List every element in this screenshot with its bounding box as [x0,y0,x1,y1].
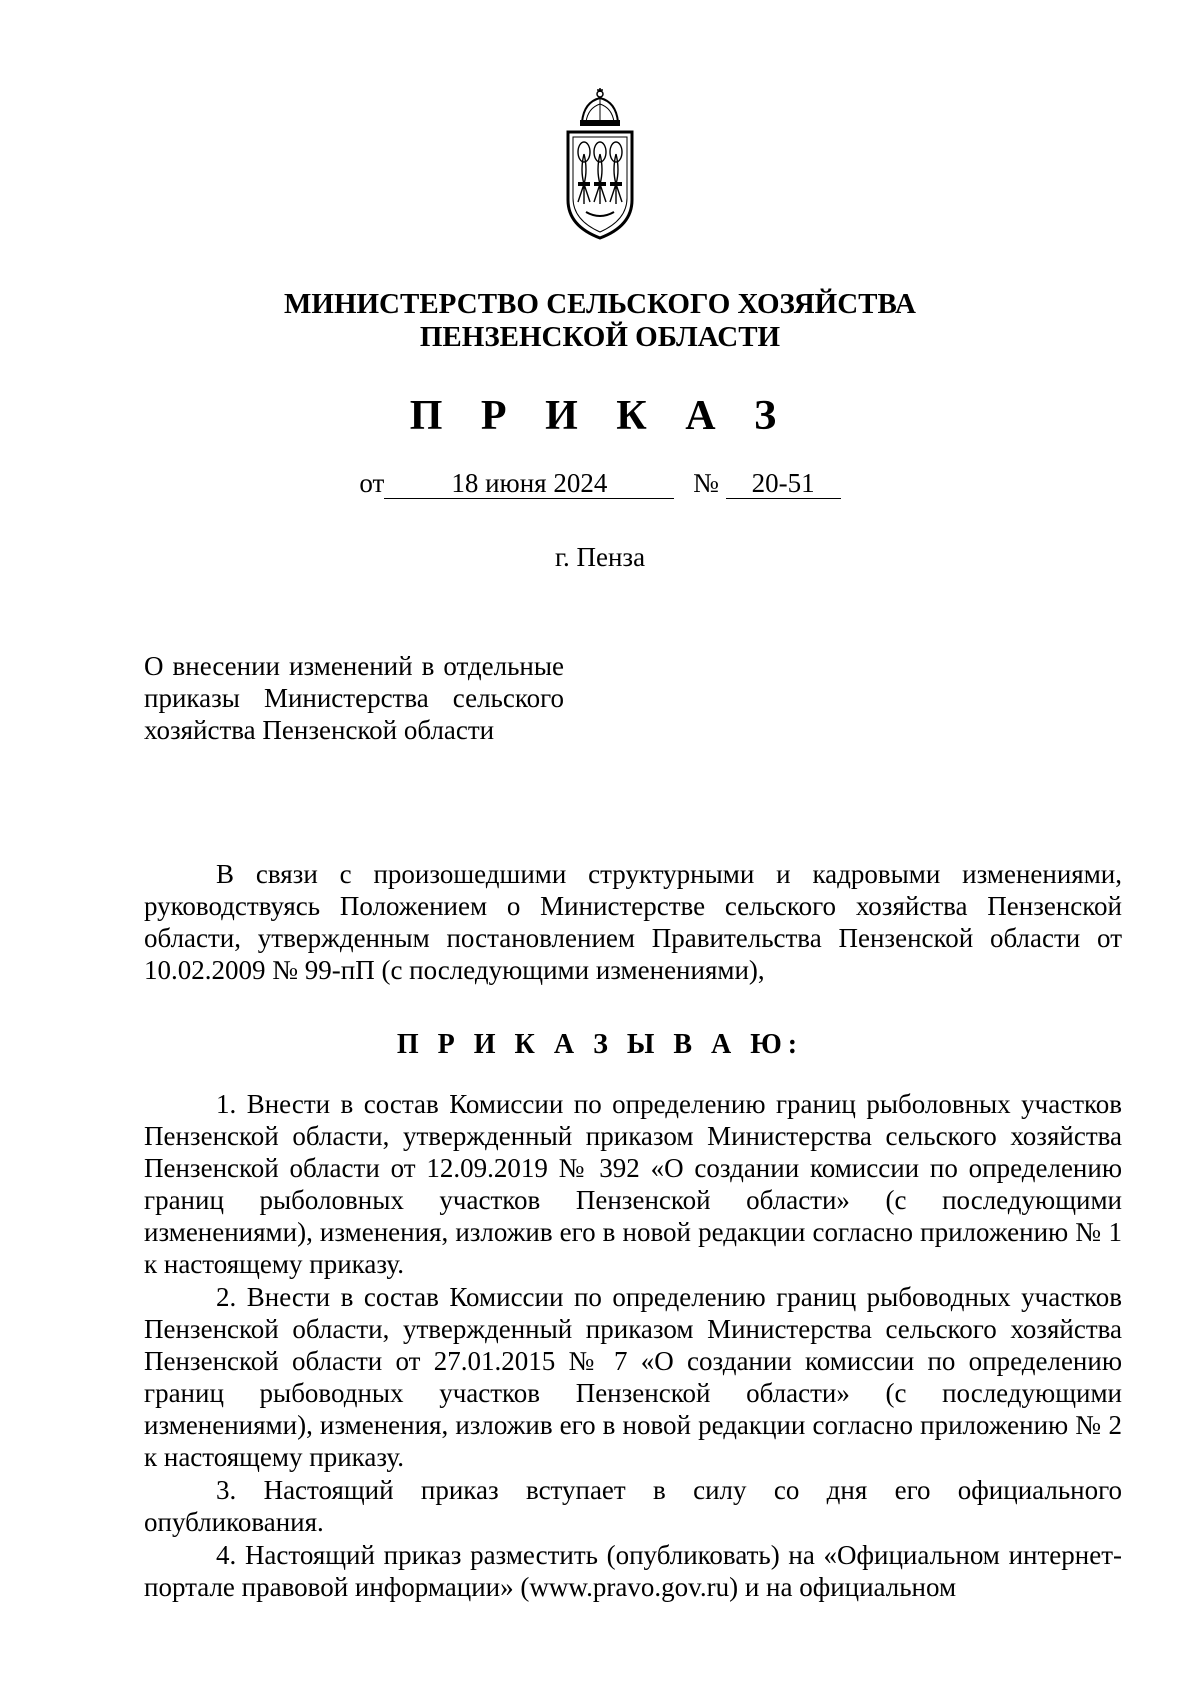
ministry-line-1: МИНИСТЕРСТВО СЕЛЬСКОГО ХОЗЯЙСТВА [284,288,916,320]
order-number: 20-51 [726,468,841,499]
directive-heading: П Р И К А З Ы В А Ю: [396,1029,804,1060]
order-item-4: 4. Настоящий приказ разместить (опубликовать) на «Официальном интернет-портале правовой информации» (www.pravo.gov.ru) и на официальном [144,1540,1122,1602]
order-subject: О внесении изменений в отдельные приказы Министерства сельского хозяйства Пензенской области [144,651,564,745]
order-item-1: 1. Внести в состав Комиссии по определению границ рыболовных участков Пензенской области, утвержденный приказом Министерства сельского хозяйства Пензенской области от 12.09.2019 № 392 «О создании комиссии по определению границ рыболовных участков Пензенской области» (с последующими изменениями), изменения, изложив его в новой редакции согласно приложению № 1 к настоящему приказу. [144,1089,1122,1279]
order-items [144,1088,1122,1603]
order-item-2: 2. Внести в состав Комиссии по определению границ рыбоводных участков Пензенской области, утвержденный приказом Министерства сельского хозяйства Пензенской области от 27.01.2015 № 7 «О создании комиссии по определению границ рыбоводных участков Пензенской области» (с последующими изменениями), изменения, изложив его в новой редакции согласно приложению № 2 к настоящему приказу. [144,1282,1122,1472]
date-prefix: от [359,468,385,498]
date-number-line [0,466,1200,500]
order-date: 18 июня 2024 [384,468,674,499]
document-type: П Р И К А З [409,393,791,439]
order-item-3: 3. Настоящий приказ вступает в силу со дня его официального опубликования. [144,1475,1122,1537]
coat-of-arms-icon [560,88,640,248]
preamble-paragraph: В связи с произошедшими структурными и кадровыми изменениями, руководствуясь Положением о Министерстве сельского хозяйства Пензенской области, утвержденным постановлением Правительства Пензенской области от 10.02.2009 № 99-пП (с последующими изменениями), [144,859,1122,985]
ministry-line-2: ПЕНЗЕНСКОЙ ОБЛАСТИ [419,321,781,353]
number-sign: № [693,468,719,498]
ministry-name [0,288,1200,354]
city: г. Пенза [554,542,646,572]
